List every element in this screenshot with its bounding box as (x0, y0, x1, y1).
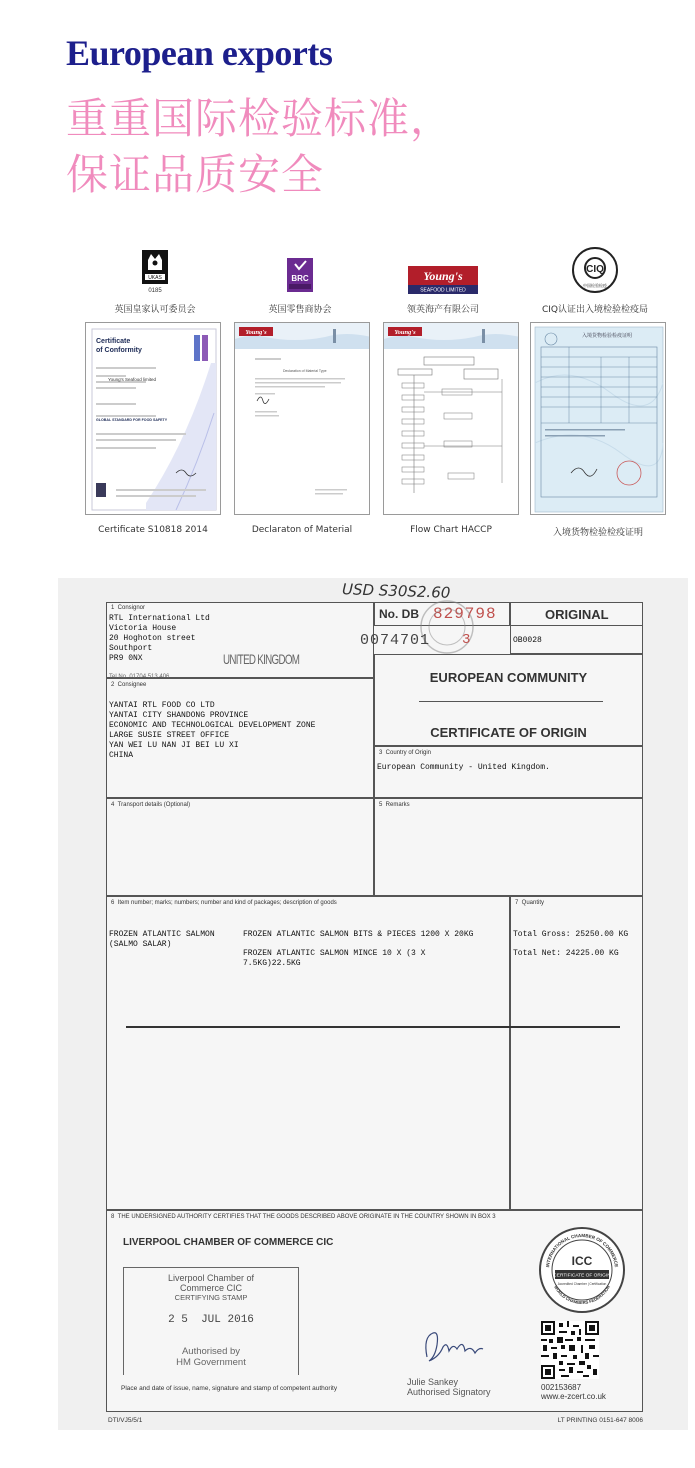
community-heading: EUROPEAN COMMUNITY (429, 670, 588, 685)
seal-bottom-text: WORLD CHAMBERS FEDERATION (553, 1284, 611, 1306)
youngs-logo-sub: SEAFOOD LIMITED (420, 287, 466, 294)
box-number: 5 (379, 802, 386, 808)
box-number-db (374, 602, 510, 626)
original-label: ORIGINAL (545, 607, 609, 622)
stamp-line-3: CERTIFYING STAMP (174, 1293, 248, 1302)
issuing-authority: LIVERPOOL CHAMBER OF COMMERCE CIC (123, 1237, 334, 1248)
hero-cn-line2: 保证品质安全 (66, 150, 325, 199)
ciq-logo-sub: 中国检验检疫 (583, 283, 607, 288)
certifying-stamp (123, 1267, 299, 1375)
box8-label: THE UNDERSIGNED AUTHORITY CERTIFIES THAT THE GOODS DESCRIBED ABOVE ORIGINATE IN THE COUNTRY SHOWN IN BOX 3 (117, 1214, 496, 1220)
seal-icc: ICC (571, 1254, 593, 1268)
consignor-country-stamp: UNITED KINGDOM (223, 651, 300, 667)
total-gross: Total Gross: 25250.00 KG (513, 930, 629, 939)
ob-number: OB0028 (513, 636, 542, 645)
doc-brand: Young's (394, 329, 416, 336)
transport-label: Transport details (Optional) (117, 802, 191, 808)
doc-heading: 入境货物检验检疫证明 (581, 333, 633, 339)
seal-top-text: INTERNATIONAL CHAMBER OF COMMERCE (545, 1232, 619, 1268)
total-net: Total Net: 24225.00 KG (513, 949, 619, 958)
consignor-address: RTL International Ltd Victoria House 20 Hoghoton street Southport PR9 0NX (109, 614, 210, 663)
accreditation-caption: CIQ认证出入境检验检疫局 (541, 305, 649, 315)
doc-heading: Certificate (96, 338, 131, 345)
goods-end-line (126, 1026, 620, 1028)
serial-number: 0074701 (360, 632, 431, 649)
thumbnail-caption: Declaraton of Material (251, 525, 353, 535)
certificate-form (106, 602, 643, 1424)
thumbnail-caption: Certificate S10818 2014 (98, 525, 208, 535)
country-label: Country of Origin (385, 750, 432, 756)
goods-line-1: FROZEN ATLANTIC SALMON BITS & PIECES 1200 X 20KG (243, 930, 474, 939)
thumbnail-flowchart[interactable] (383, 322, 519, 515)
box-number: 6 (111, 900, 118, 906)
place-date-label: Place and date of issue, name, signature and stamp of competent authority (121, 1385, 338, 1392)
box-number: 3 (379, 750, 386, 756)
telephone: Tel No. 01704 513 406 (109, 674, 170, 680)
brc-logo-icon (287, 254, 313, 294)
doc-company: Young's Seafood limited (108, 377, 156, 382)
doc-brand: Young's (245, 329, 267, 336)
document-thumbnails (85, 322, 670, 542)
hero-title: European exports (66, 33, 333, 73)
thumbnail-inspection[interactable] (530, 322, 666, 515)
seal-sub-text: Accredited Chamber | Certification (557, 1282, 607, 1286)
ukas-code: 0185 (148, 288, 162, 294)
box-transport (106, 798, 374, 896)
country-of-origin: European Community - United Kingdom. (377, 763, 550, 772)
stamp-authorised-1: Authorised by (181, 1346, 241, 1357)
box-remarks (374, 798, 643, 896)
qr-code-icon[interactable] (541, 1321, 599, 1379)
accreditation-brc (230, 238, 370, 315)
remarks-label: Remarks (385, 802, 410, 808)
doc-heading-2: of Conformity (96, 347, 142, 354)
doc-heading: Declaration of Material Type (283, 369, 327, 373)
footer-left: DTI/VJ5/5/1 (108, 1417, 143, 1424)
stamp-date: 2 5 JUL 2016 (168, 1314, 254, 1326)
ukas-crown-icon (142, 250, 168, 294)
box-number: 7 (515, 900, 522, 906)
consignor-label: Consignor (117, 605, 146, 611)
accreditation-caption: 英国皇家认可委员会 (114, 305, 196, 315)
box-number: 2 (111, 682, 118, 688)
qr-code-number: 002153687 (541, 1383, 582, 1392)
stamp-line-1: Liverpool Chamber of (167, 1273, 255, 1283)
youngs-logo-text: Young's (423, 269, 463, 283)
serial-red-stamp: 3 (462, 632, 471, 648)
quantity-label: Quantity (521, 900, 545, 906)
thumbnail-certificate-conformity[interactable] (85, 322, 221, 515)
serial-area (360, 626, 510, 654)
no-db-red-number: 829798 (433, 605, 497, 623)
inspection-thumbnail-art (531, 323, 666, 515)
item-label: Item number; marks; numbers; number and kind of packages; description of goods (117, 900, 337, 906)
box-heading (374, 654, 643, 746)
no-db-label: No. DB (379, 607, 419, 621)
accreditation-logos (85, 238, 665, 318)
box-goods (106, 896, 510, 1210)
accreditation-youngs (373, 238, 513, 315)
icc-seal-icon (537, 1225, 627, 1315)
box-quantity (510, 896, 643, 1210)
accreditation-caption: 领英海产有限公司 (406, 305, 479, 315)
accreditation-caption: 英国零售商协会 (268, 305, 332, 315)
youngs-logo-icon (408, 266, 478, 294)
consignee-label: Consignee (117, 682, 147, 688)
accreditation-ciq (525, 238, 665, 315)
box-number: 8 (111, 1214, 118, 1220)
thumbnail-caption: Flow Chart HACCP (410, 525, 492, 535)
box-country-origin (374, 746, 643, 798)
box-number: 1 (111, 605, 118, 611)
signature-icon (419, 1327, 489, 1367)
box-certification (106, 1210, 643, 1412)
stamp-line-2: Commerce CIC (179, 1283, 242, 1293)
box-consignee (106, 674, 374, 798)
ciq-logo-text: CIQ (586, 264, 604, 275)
thumbnail-declaration[interactable] (234, 322, 370, 515)
website-link[interactable]: www.e-zcert.co.uk (541, 1392, 606, 1401)
flowchart-thumbnail-art (384, 323, 519, 515)
ciq-seal-icon (571, 246, 619, 294)
goods-line-2: FROZEN ATLANTIC SALMON MINCE 10 X (3 X 7.5KG)22.5KG (243, 949, 426, 968)
box-number: 4 (111, 802, 118, 808)
seal-middle-text: CERTIFICATE OF ORIGIN (553, 1273, 611, 1279)
box-consignor (106, 602, 374, 678)
accreditation-ukas (85, 238, 225, 315)
box-ob-number (510, 626, 643, 654)
hero-cn-line1: 重重国际检验标准， (66, 94, 454, 143)
declaration-thumbnail-art (235, 323, 370, 515)
certificate-of-origin (58, 578, 688, 1430)
footer-right: LT PRINTING 0151-647 8006 (557, 1417, 643, 1424)
consignee-address: YANTAI RTL FOOD CO LTD YANTAI CITY SHANDONG PROVINCE ECONOMIC AND TECHNOLOGICAL DEVELOPMENT ZONE LARGE SUSIE STREET OFFICE YAN WEI LU NAN JI BEI LU XI CHINA (109, 701, 316, 760)
certificate-thumbnail-art (86, 323, 221, 515)
stamp-authorised-2: HM Government (176, 1357, 246, 1368)
handwritten-reference: USD S30S2.60 (341, 580, 451, 602)
box-original (510, 602, 643, 626)
certificate-heading: CERTIFICATE OF ORIGIN (430, 725, 587, 740)
thumbnail-caption: 入境货物检验检疫证明 (552, 528, 643, 538)
doc-standard: GLOBAL STANDARD FOR FOOD SAFETY (96, 418, 168, 422)
brc-logo-text: BRC (291, 274, 309, 283)
ukas-logo-text: UKAS (148, 275, 162, 281)
signatory-name: Julie Sankey (407, 1377, 459, 1387)
signatory-title: Authorised Signatory (407, 1387, 491, 1397)
goods-marks: FROZEN ATLANTIC SALMON (SALMO SALAR) (109, 930, 215, 949)
